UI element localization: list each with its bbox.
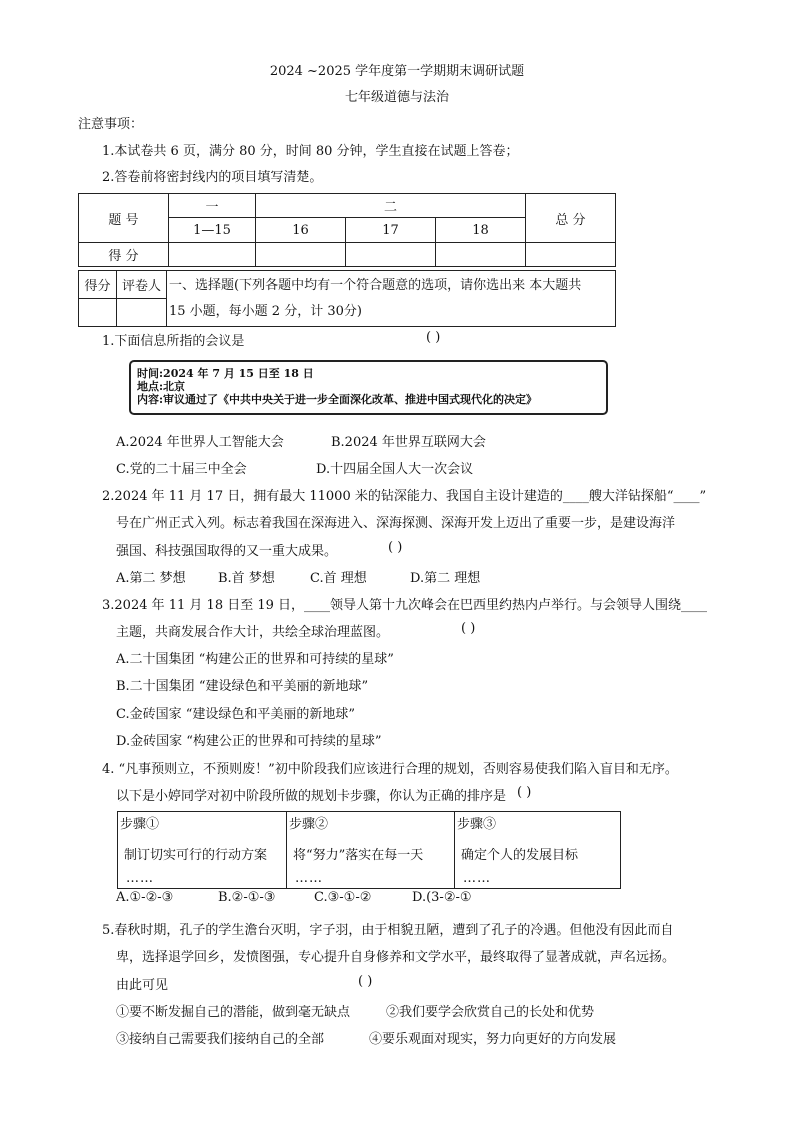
notice-heading: 注意事项： [78, 117, 144, 132]
q2-bracket: ( ) [388, 540, 403, 555]
q2-option-d[interactable]: D.第二 理想 [410, 571, 481, 586]
q4-line2: 以下是小婷同学对初中阶段所做的规划卡步骤，你认为正确的排序是 [116, 789, 507, 804]
score-table-row-score: 得 分 [79, 243, 169, 267]
score-cell[interactable] [346, 243, 436, 267]
section-one-title-line1: 一、选择题(下列各题中均有一个符合题意的选项，请你选出来 本大题共 [169, 278, 582, 293]
q2-line2: 号在广州正式入列。标志着我国在深海进入、深海探测、深海开发上迈出了重要一步，是建设海洋 [116, 516, 676, 531]
q2-option-c[interactable]: C.首 理想 [310, 571, 367, 586]
q4-step-3-text: 确定个人的发展目标 [461, 848, 579, 863]
score-cell[interactable] [436, 243, 526, 267]
q1-box-place: 地点:北京 [137, 380, 186, 393]
q1-option-a[interactable]: A.2024 年世界人工智能大会 [116, 435, 284, 450]
q4-step-3-head: 步骤③ [457, 817, 497, 832]
q4-bracket: ( ) [517, 785, 532, 800]
q4-step-2 [287, 812, 455, 889]
section-one-title-line2: 15 小题，每小题 2 分，计 30分) [169, 304, 362, 319]
q5-line1: 5.春秋时期，孔子的学生澹台灭明，字子羽，由于相貌丑陋，遭到了孔子的冷遇。但他没有因此而自 [102, 923, 674, 938]
q5-bracket: ( ) [358, 974, 373, 989]
q4-step-2-text: 将“努力”落实在每一天 [293, 848, 424, 863]
q4-step-1 [118, 812, 287, 889]
q1-info-box [129, 360, 608, 415]
score-table-sub-col: 1—15 [169, 218, 256, 243]
q3-option-a[interactable]: A.二十国集团 “构建公正的世界和可持续的星球” [116, 652, 394, 667]
q1-option-c[interactable]: C.党的二十届三中全会 [116, 462, 247, 477]
q4-option-c[interactable]: C.③-①-② [314, 890, 372, 905]
q1-stem: 1.下面信息所指的会议是 [102, 334, 245, 349]
section-reviewer-cell[interactable] [117, 299, 167, 327]
score-table-sub-col: 18 [436, 218, 526, 243]
q5-line3: 由此可见 [116, 978, 169, 993]
section-one-title [167, 271, 616, 327]
q4-option-b[interactable]: B.②-①-③ [218, 890, 276, 905]
exam-subtitle: 七年级道德与法治 [344, 90, 449, 105]
q4-step-3-dots: …… [463, 871, 491, 886]
q5-item-3: ③接纳自己需要我们接纳自己的全部 [116, 1032, 325, 1047]
score-table-sub-col: 17 [346, 218, 436, 243]
q2-line1: 2.2024 年 11 月 17 日，拥有最大 11000 米的钻深能力、我国自主设计建造的____艘大洋钻探船“____” [102, 489, 707, 504]
q4-step-2-head: 步骤② [289, 817, 329, 832]
exam-title: 2024 ~2025 学年度第一学期期末调研试题 [269, 64, 525, 79]
score-table [78, 193, 616, 267]
q1-box-time: 时间:2024 年 7 月 15 日至 18 日 [137, 367, 314, 380]
section-score-label: 得分 [79, 271, 117, 299]
q4-line1: 4. “凡事预则立，不预则废！”初中阶段我们应该进行合理的规划，否则容易使我们陷入盲目和无序。 [102, 762, 678, 777]
score-table-total: 总 分 [526, 194, 616, 243]
q1-bracket: ( ) [426, 330, 441, 345]
q3-option-b[interactable]: B.二十国集团 “建设绿色和平美丽的新地球” [116, 679, 369, 694]
q2-line3: 强国、科技强国取得的又一重大成果。 [116, 544, 338, 559]
q4-step-2-dots: …… [295, 871, 323, 886]
q1-option-d[interactable]: D.十四届全国人大一次会议 [316, 462, 474, 477]
q3-bracket: ( ) [461, 621, 476, 636]
q4-step-1-dots: …… [126, 871, 154, 886]
score-cell[interactable] [526, 243, 616, 267]
q3-line1: 3.2024 年 11 月 18 日至 19 日，____领导人第十九次峰会在巴西里约热内卢举行。与会领导人围绕____ [102, 598, 708, 613]
score-table-sub-col: 16 [256, 218, 346, 243]
score-table-part-one: 一 [169, 194, 256, 218]
q3-option-d[interactable]: D.金砖国家 “构建公正的世界和可持续的星球” [116, 734, 382, 749]
q2-option-b[interactable]: B.首 梦想 [218, 571, 275, 586]
score-table-part-two: 二 [256, 194, 526, 218]
q5-item-4: ④要乐观面对现实，努力向更好的方向发展 [369, 1032, 617, 1047]
section-one-table [78, 270, 616, 327]
q4-step-1-text: 制订切实可行的行动方案 [124, 848, 268, 863]
score-cell[interactable] [256, 243, 346, 267]
notice-item-2: 2.答卷前将密封线内的项目填写清楚。 [102, 170, 323, 185]
q3-line2: 主题，共商发展合作大计，共绘全球治理蓝图。 [116, 625, 390, 640]
q5-line2: 卑，选择退学回乡，发愤图强，专心提升自身修养和文学水平，最终取得了显著成就，声名远扬。 [116, 950, 676, 965]
q4-step-1-head: 步骤① [120, 817, 160, 832]
q3-option-c[interactable]: C.金砖国家 “建设绿色和平美丽的新地球” [116, 707, 356, 722]
q4-option-a[interactable]: A.①-②-③ [116, 890, 174, 905]
q1-box-content: 内容:审议通过了《中共中央关于进一步全面深化改革、推进中国式现代化的决定》 [137, 393, 538, 406]
q5-item-1: ①要不断发掘自己的潜能，做到毫无缺点 [116, 1005, 351, 1020]
section-score-cell[interactable] [79, 299, 117, 327]
section-reviewer-label: 评卷人 [117, 271, 167, 299]
q4-option-d[interactable]: D.(3-②-① [412, 890, 472, 905]
q1-option-b[interactable]: B.2024 年世界互联网大会 [331, 435, 486, 450]
q4-step-card-table [117, 811, 621, 889]
q2-option-a[interactable]: A.第二 梦想 [116, 571, 186, 586]
q4-step-3 [455, 812, 621, 889]
score-table-col-title: 题 号 [79, 194, 169, 243]
score-cell[interactable] [169, 243, 256, 267]
notice-item-1: 1.本试卷共 6 页，满分 80 分，时间 80 分钟，学生直接在试题上答卷； [102, 144, 519, 159]
q5-item-2: ②我们要学会欣赏自己的长处和优势 [386, 1005, 595, 1020]
